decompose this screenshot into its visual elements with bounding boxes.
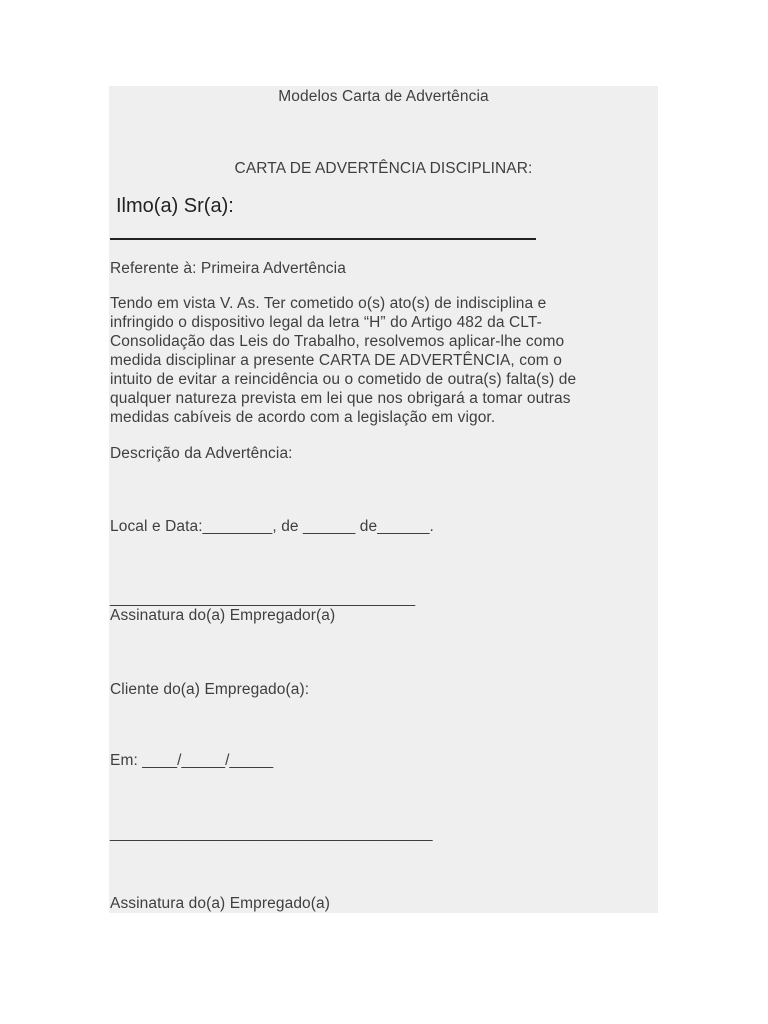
employer-signature-label: Assinatura do(a) Empregador(a) [110, 607, 336, 624]
greeting: Ilmo(a) Sr(a): [116, 195, 234, 217]
addressee-line [110, 238, 536, 240]
letter-title: CARTA DE ADVERTÊNCIA DISCIPLINAR: [234, 160, 533, 177]
local-date-line: Local e Data:________, de ______ de______. [110, 518, 434, 535]
document-header-title: Modelos Carta de Advertência [278, 88, 489, 105]
reference-line: Referente à: Primeira Advertência [110, 260, 346, 277]
body-line: medidas cabíveis de acordo com a legislação em vigor. [110, 409, 496, 426]
body-line: Consolidação das Leis do Trabalho, resolvemos aplicar-lhe como [110, 333, 565, 350]
description-label: Descrição da Advertência: [110, 445, 293, 462]
employee-signature-line: _____________________________________ [110, 825, 433, 842]
date-line: Em: ____/_____/_____ [110, 752, 274, 769]
body-line: qualquer natureza prevista em lei que nos obrigará a tomar outras [110, 390, 571, 407]
employee-notice-label: Cliente do(a) Empregado(a): [110, 681, 310, 698]
body-line: infringido o dispositivo legal da letra “H” do Artigo 482 da CLT- [110, 314, 542, 331]
employee-signature-label: Assinatura do(a) Empregado(a) [110, 895, 331, 912]
employer-signature-line: ___________________________________ [110, 590, 416, 607]
letter-body [110, 294, 640, 427]
body-line: Tendo em vista V. As. Ter cometido o(s) ato(s) de indisciplina e [110, 295, 547, 312]
body-line: medida disciplinar a presente CARTA DE ADVERTÊNCIA, com o [110, 352, 562, 369]
body-line: intuito de evitar a reincidência ou o cometido de outra(s) falta(s) de [110, 371, 577, 388]
